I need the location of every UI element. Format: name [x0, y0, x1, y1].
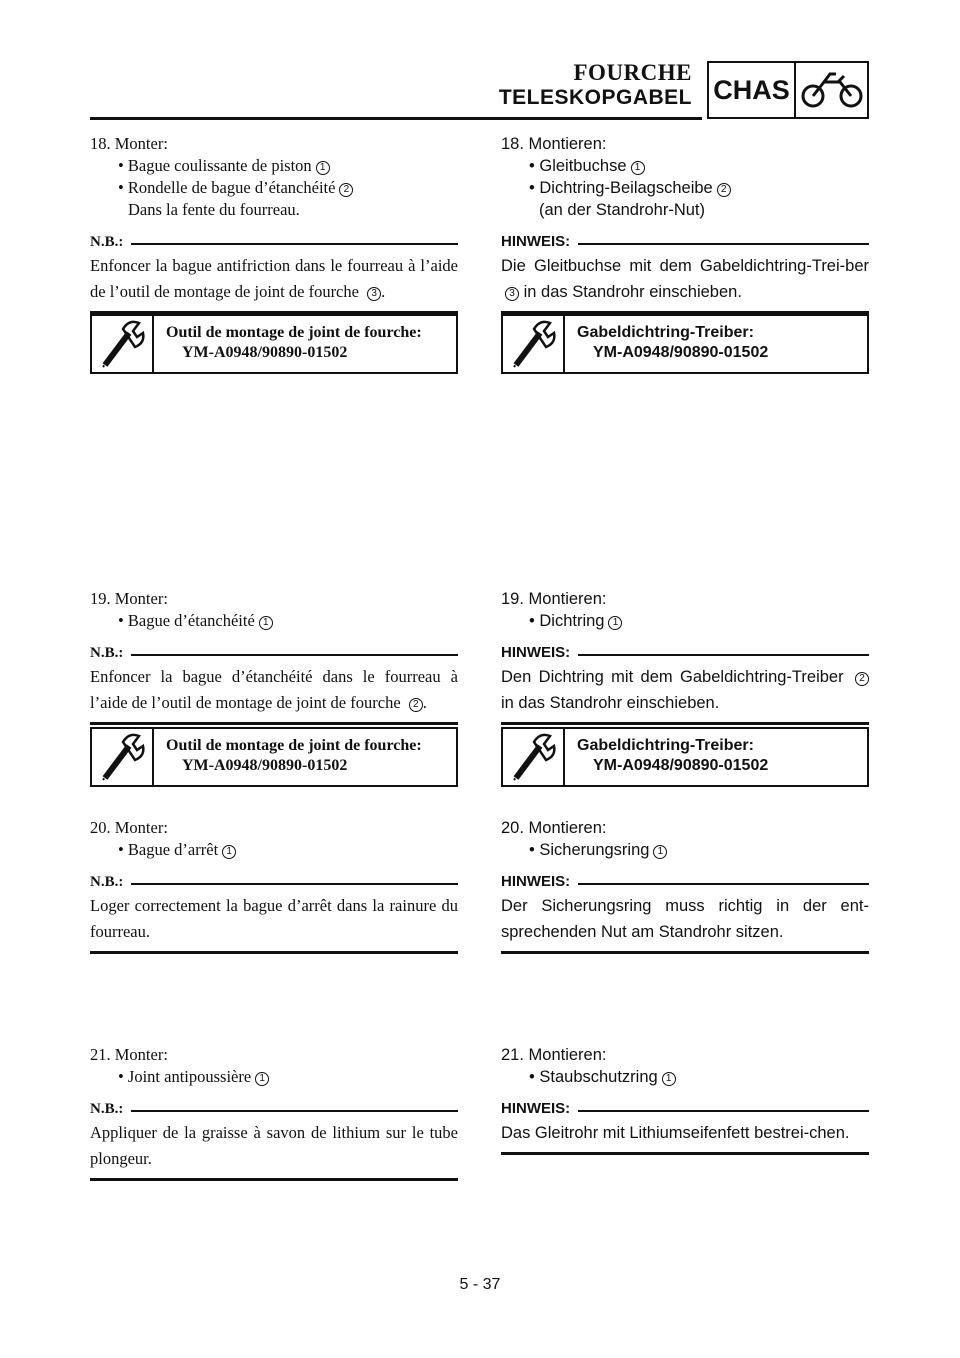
- note-text: Das Gleitrohr mit Lithiumseifenfett bestrei-chen.: [501, 1124, 850, 1142]
- note-header: HINWEIS:: [501, 873, 869, 891]
- list-item: • Rondelle de bague d’étanchéité 2: [90, 177, 458, 199]
- header-rule: [90, 117, 702, 120]
- tool-part-number: YM-A0948/90890-01502: [182, 757, 348, 774]
- de-step-21: [501, 1044, 869, 1155]
- section-code: CHAS: [709, 63, 796, 117]
- note-end-rule: [90, 722, 458, 725]
- wrench-tool-icon: [503, 316, 565, 372]
- fr-step-19: [90, 588, 458, 725]
- wrench-tool-icon: [92, 316, 154, 372]
- note-text: Loger correctement la bague d’arrêt dans la rainure du fourreau.: [90, 896, 458, 941]
- note-header: N.B.:: [90, 873, 458, 891]
- note-header: HINWEIS:: [501, 1100, 869, 1118]
- list-item: • Gleitbuchse 1: [501, 155, 869, 177]
- de-step-20: [501, 817, 869, 954]
- tool-part-number: YM-A0948/90890-01502: [593, 344, 769, 361]
- tool-name: Outil de montage de joint de fourche:: [166, 324, 422, 341]
- special-tool-box: [501, 727, 869, 787]
- motorcycle-icon: [796, 63, 867, 117]
- tool-part-number: YM-A0948/90890-01502: [593, 757, 769, 774]
- note-end-rule: [90, 951, 458, 954]
- list-item: • Bague coulissante de piston 1: [90, 155, 458, 177]
- step-title: 19. Montieren:: [501, 590, 607, 608]
- list-item: • Dichtring-Beilagscheibe 2: [501, 177, 869, 199]
- step-title: 19. Monter:: [90, 589, 168, 608]
- step-title: 18. Montieren:: [501, 135, 607, 153]
- note-text: Appliquer de la graisse à savon de lithium sur le tube plongeur.: [90, 1123, 458, 1168]
- note-header: HINWEIS:: [501, 233, 869, 251]
- list-item: • Bague d’étanchéité 1: [90, 610, 458, 632]
- note-header: N.B.:: [90, 233, 458, 251]
- note-text: Der Sicherungsring muss richtig in der ent-sprechenden Nut am Standrohr sitzen.: [501, 897, 869, 941]
- list-item: • Joint antipoussière 1: [90, 1066, 458, 1088]
- special-tool-box: [90, 314, 458, 374]
- step-title: 18. Monter:: [90, 134, 168, 153]
- step-title: 20. Monter:: [90, 818, 168, 837]
- list-item: • Sicherungsring 1: [501, 839, 869, 861]
- tool-name: Gabeldichtring-Treiber:: [577, 324, 754, 341]
- wrench-tool-icon: [92, 729, 154, 785]
- note-text: Die Gleitbuchse mit dem Gabeldichtring-Trei-ber 3 in das Standrohr einschieben.: [501, 257, 869, 301]
- tool-part-number: YM-A0948/90890-01502: [182, 344, 348, 361]
- note-text: Enfoncer la bague antifriction dans le fourreau à l’aide de l’outil de montage de joint de fourche 3 .: [90, 256, 458, 301]
- note-end-rule: [501, 1152, 869, 1155]
- note-text: Enfoncer la bague d’étanchéité dans le fourreau à l’aide de l’outil de montage de joint de fourche 2 .: [90, 667, 458, 712]
- list-item: • Staubschutzring 1: [501, 1066, 869, 1088]
- note-header: HINWEIS:: [501, 644, 869, 662]
- note-end-rule: [501, 951, 869, 954]
- de-step-18: [501, 133, 869, 314]
- section-badge: [707, 61, 869, 119]
- tool-name: Gabeldichtring-Treiber:: [577, 737, 754, 754]
- page-number: 5 - 37: [459, 1276, 501, 1293]
- note-header: N.B.:: [90, 644, 458, 662]
- note-end-rule: [90, 1178, 458, 1181]
- header-title-de: TELESKOPGABEL: [498, 86, 692, 109]
- special-tool-box: [501, 314, 869, 374]
- tool-name: Outil de montage de joint de fourche:: [166, 737, 422, 754]
- de-step-19: [501, 588, 869, 725]
- fr-step-21: [90, 1044, 458, 1181]
- list-item: • Bague d’arrêt 1: [90, 839, 458, 861]
- header-title-fr: FOURCHE: [573, 60, 692, 85]
- step-note: Dans la fente du fourreau.: [128, 200, 300, 219]
- special-tool-box: [90, 727, 458, 787]
- note-end-rule: [501, 722, 869, 725]
- fr-step-18: [90, 133, 458, 314]
- note-header: N.B.:: [90, 1100, 458, 1118]
- note-text: Den Dichtring mit dem Gabeldichtring-Treiber 2 in das Standrohr einschieben.: [501, 664, 869, 716]
- fr-step-20: [90, 817, 458, 954]
- wrench-tool-icon: [503, 729, 565, 785]
- step-title: 21. Montieren:: [501, 1046, 607, 1064]
- step-title: 21. Monter:: [90, 1045, 168, 1064]
- list-item: • Dichtring 1: [501, 610, 869, 632]
- step-note: (an der Standrohr-Nut): [539, 201, 705, 219]
- step-title: 20. Montieren:: [501, 819, 607, 837]
